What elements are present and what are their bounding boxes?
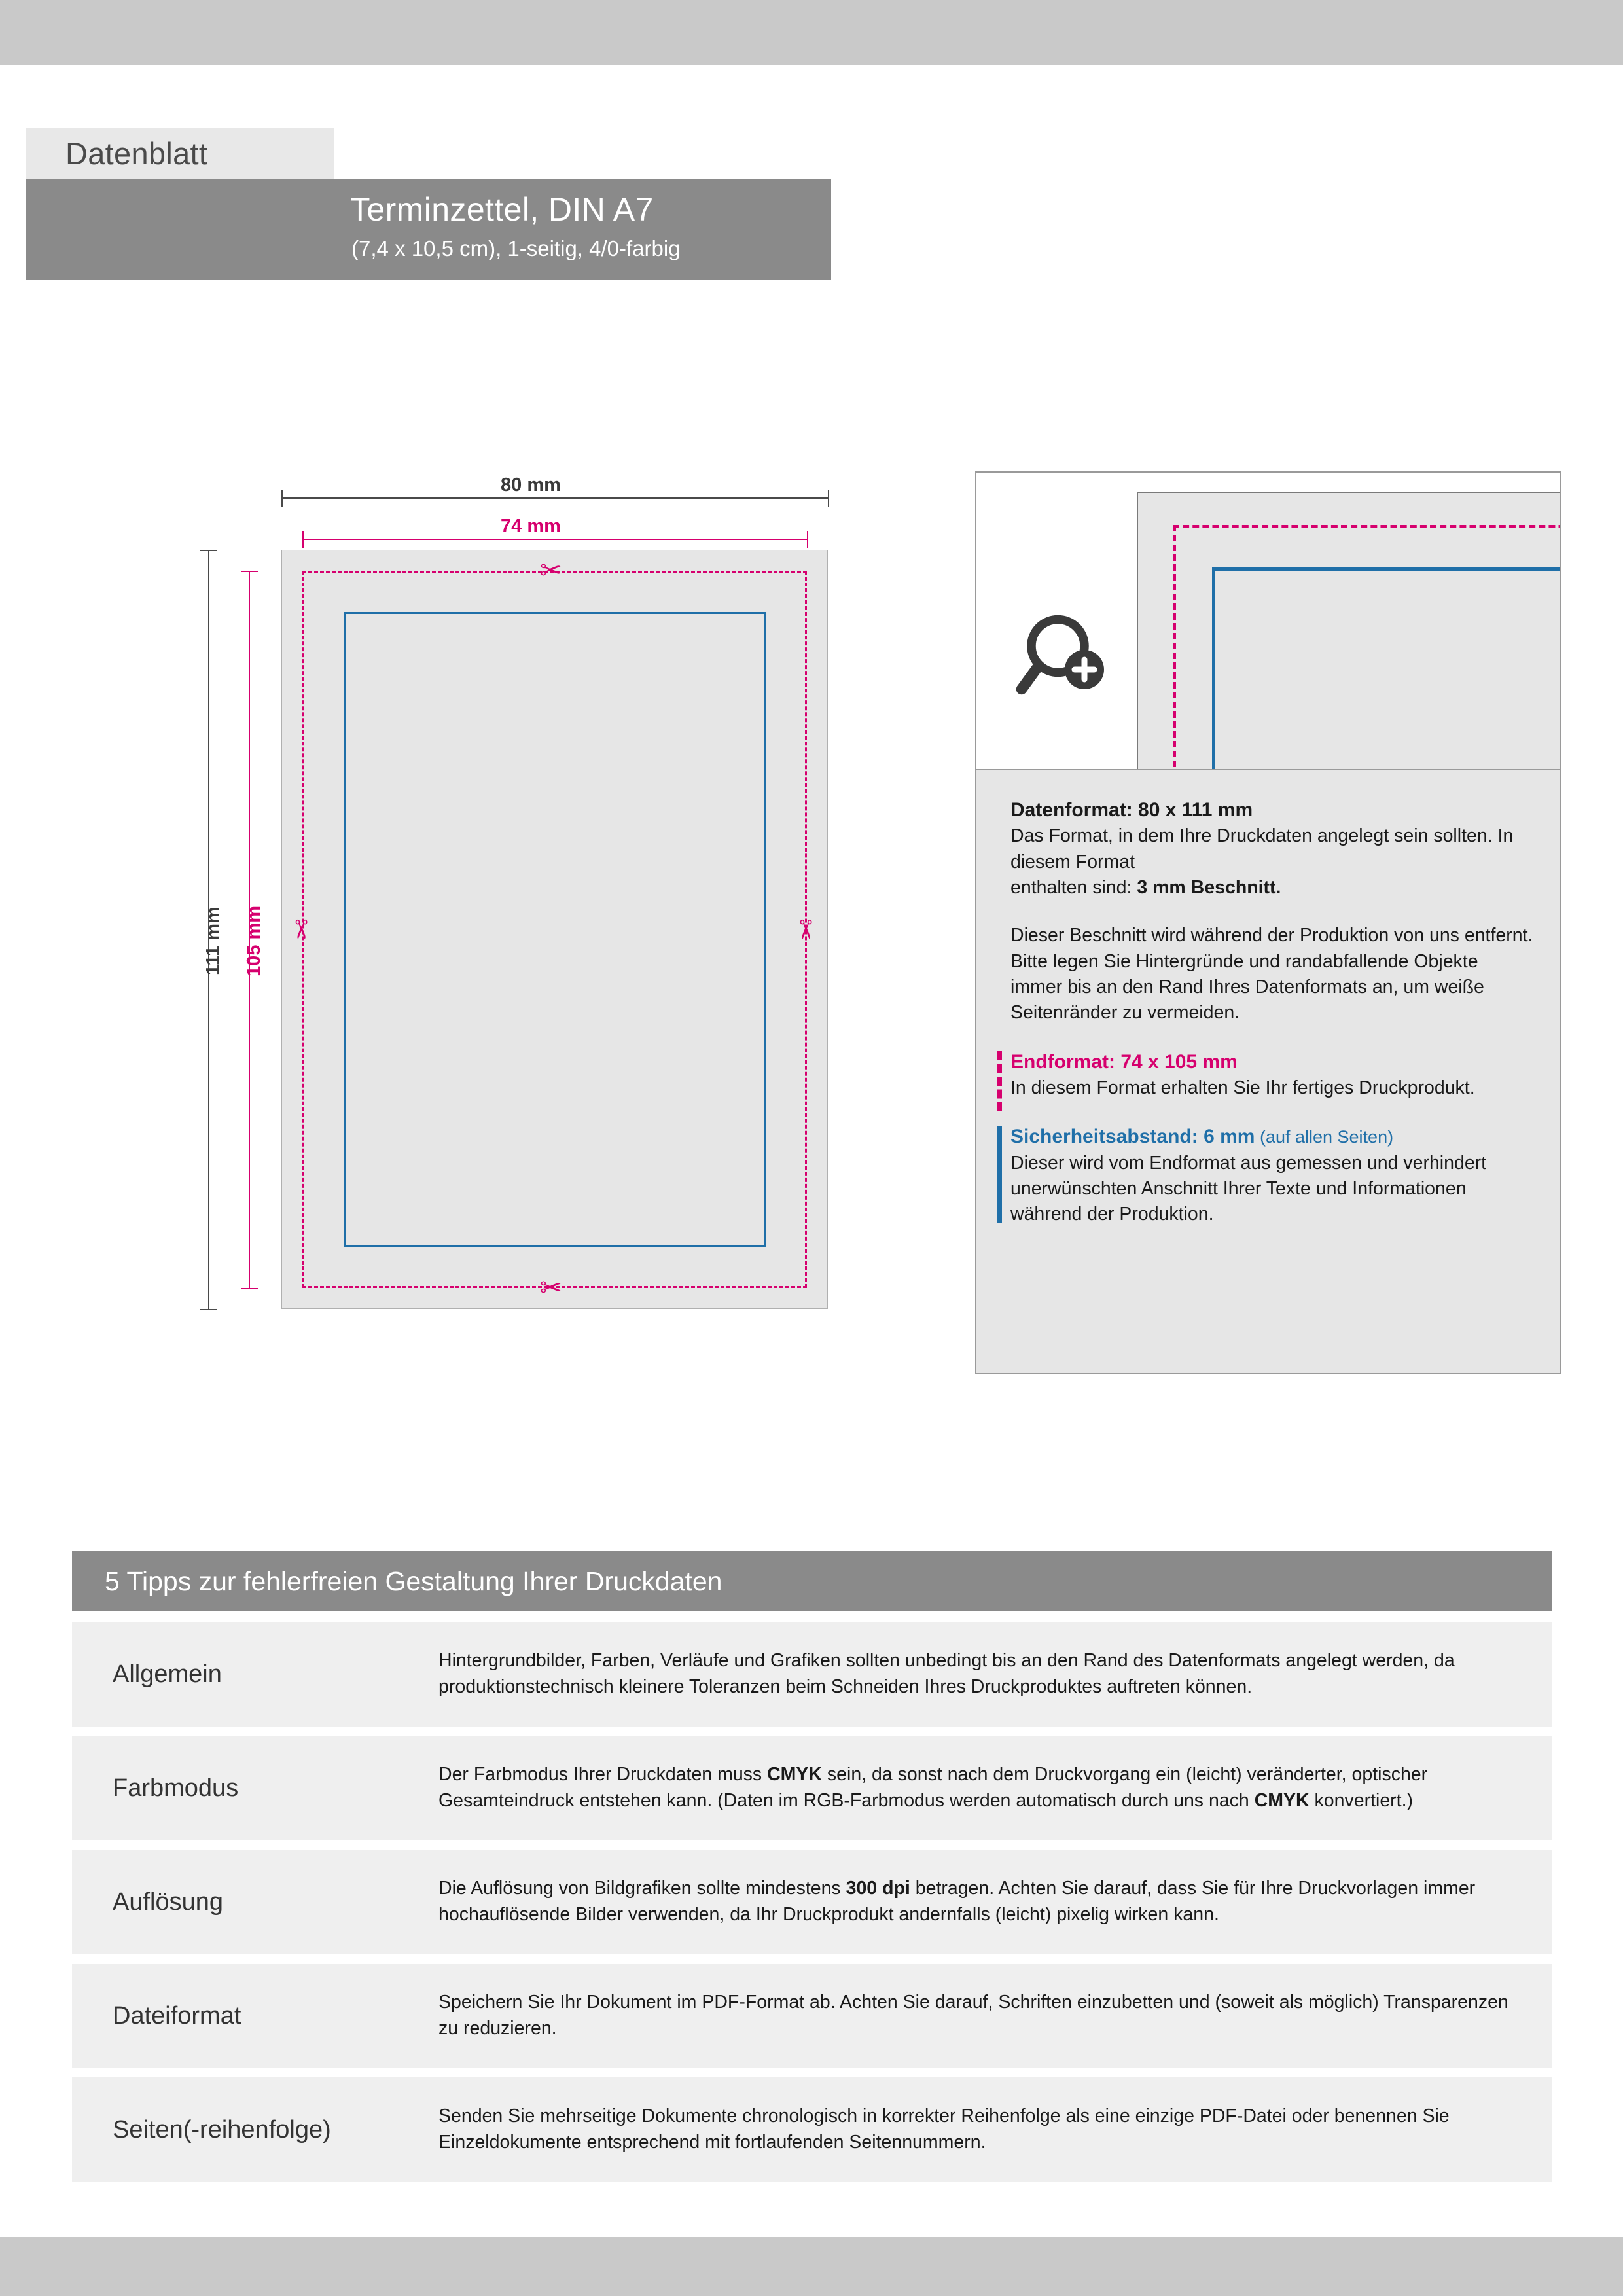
dim-tick [281,490,283,507]
sicherheitsabstand-note: (auf allen Seiten) [1255,1127,1394,1147]
tip-text: Speichern Sie Ihr Dokument im PDF-Format ab. Achten Sie darauf, Schriften einzubetten und (soweit als möglich) Transparenzen zu reduzieren. [438,1992,1508,2039]
beschnitt-text-2: Bitte legen Sie Hintergründe und randabfallende Objekte immer bis an den Rand Ihres Datenformats an, um weiße Seitenränder zu vermeiden. [1010,950,1484,1024]
dim-tick [200,550,217,551]
scissors-icon: ✂ [790,918,819,941]
scissors-icon: ✂ [540,1274,562,1302]
dim-line-width-inner [302,539,807,540]
datenformat-bleed: 3 mm Beschnitt. [1137,877,1281,899]
table-row [72,1622,1552,1727]
bottom-grey-band [0,2237,1623,2296]
tip-label: Farbmodus [113,1774,239,1802]
zoom-safety-corner [1212,567,1560,770]
dim-tick [241,1288,258,1289]
datenformat-text-2: enthalten sind: [1010,877,1137,899]
safety-rectangle [344,612,766,1247]
page-title-bar [26,179,831,280]
table-row [72,1850,1552,1954]
format-info-panel [975,471,1561,1374]
datasheet-tag-label: Datenblatt [65,135,208,171]
page-subtitle: (7,4 x 10,5 cm), 1-seitig, 4/0-farbig [351,236,681,260]
dim-tick [200,1309,217,1310]
format-descriptions [1010,797,1534,1228]
endformat-heading: Endformat: 74 x 105 mm [1010,1050,1238,1073]
zoom-preview [976,473,1560,770]
tip-text: Die Auflösung von Bildgrafiken sollte mindestens 300 dpi betragen. Achten Sie darauf, dass Sie für Ihre Druckvorlagen immer hochauflösende Bilder verwenden, da Ihr Druckprodukt andernfalls (leicht) pixelig wirken kann. [438,1878,1476,1925]
dim-label-width-inner: 74 mm [501,516,561,537]
dim-label-height-inner: 105 mm [243,905,264,977]
dim-tick [241,571,258,572]
scissors-icon: ✂ [285,918,315,941]
dim-label-width-outer: 80 mm [501,475,561,495]
sicherheitsabstand-block [1010,1123,1534,1227]
tip-label: Allgemein [113,1660,222,1688]
beschnitt-text-1: Dieser Beschnitt wird während der Produktion von uns entfernt. [1010,925,1533,946]
format-diagram [177,471,962,1388]
tips-header [72,1551,1552,1611]
dim-label-height-outer: 111 mm [203,906,224,975]
tip-text: Der Farbmodus Ihrer Druckdaten muss CMYK sein, da sonst nach dem Druckvorgang ein (leicht) veränderter, optischer Gesamteindruck entstehen kann. (Daten im RGB-Farbmodus werden automatisch durch uns nach CMYK konvertiert.) [438,1764,1428,1811]
endformat-marker [997,1051,1007,1111]
datenformat-text-1: Das Format, in dem Ihre Druckdaten angelegt sein sollten. In diesem Format [1010,825,1514,872]
tip-label: Dateiformat [113,2001,241,2030]
datasheet-tag [26,128,334,179]
top-grey-band [0,0,1623,65]
page-title: Terminzettel, DIN A7 [350,191,654,228]
table-row [72,1964,1552,2068]
endformat-block [1010,1049,1534,1102]
dim-tick [828,490,829,507]
scissors-icon: ✂ [540,556,562,585]
endformat-text: In diesem Format erhalten Sie Ihr fertiges Druckprodukt. [1010,1077,1475,1099]
sicherheitsabstand-text: Dieser wird vom Endformat aus gemessen und verhindert unerwünschten Anschnitt Ihrer Texte und Informationen während der Produktion. [1010,1152,1487,1225]
tip-label: Auflösung [113,1888,224,1916]
tip-text: Hintergrundbilder, Farben, Verläufe und Grafiken sollten unbedingt bis an den Rand des Datenformats angelegt werden, da produktionstechnisch kleinere Toleranzen beim Schneiden Ihres Druckproduktes auftreten können. [438,1650,1455,1697]
sicherheitsabstand-marker [997,1126,1002,1223]
magnifier-plus-icon [1016,607,1114,705]
tip-text: Senden Sie mehrseitige Dokumente chronologisch in korrekter Reihenfolge als eine einzige PDF-Datei oder benennen Sie Einzeldokumente entsprechend mit fortlaufenden Seitennummern. [438,2106,1450,2153]
table-row [72,1736,1552,1840]
dim-tick [807,531,808,548]
datenformat-heading: Datenformat: 80 x 111 mm [1010,799,1253,821]
tips-table [72,1622,1552,2191]
dim-line-width-outer [281,497,828,499]
table-row [72,2077,1552,2182]
tip-label: Seiten(-reihenfolge) [113,2115,331,2144]
sicherheitsabstand-heading: Sicherheitsabstand: 6 mm [1010,1126,1255,1148]
tips-heading: 5 Tipps zur fehlerfreien Gestaltung Ihrer Druckdaten [105,1566,722,1596]
dim-tick [302,531,304,548]
